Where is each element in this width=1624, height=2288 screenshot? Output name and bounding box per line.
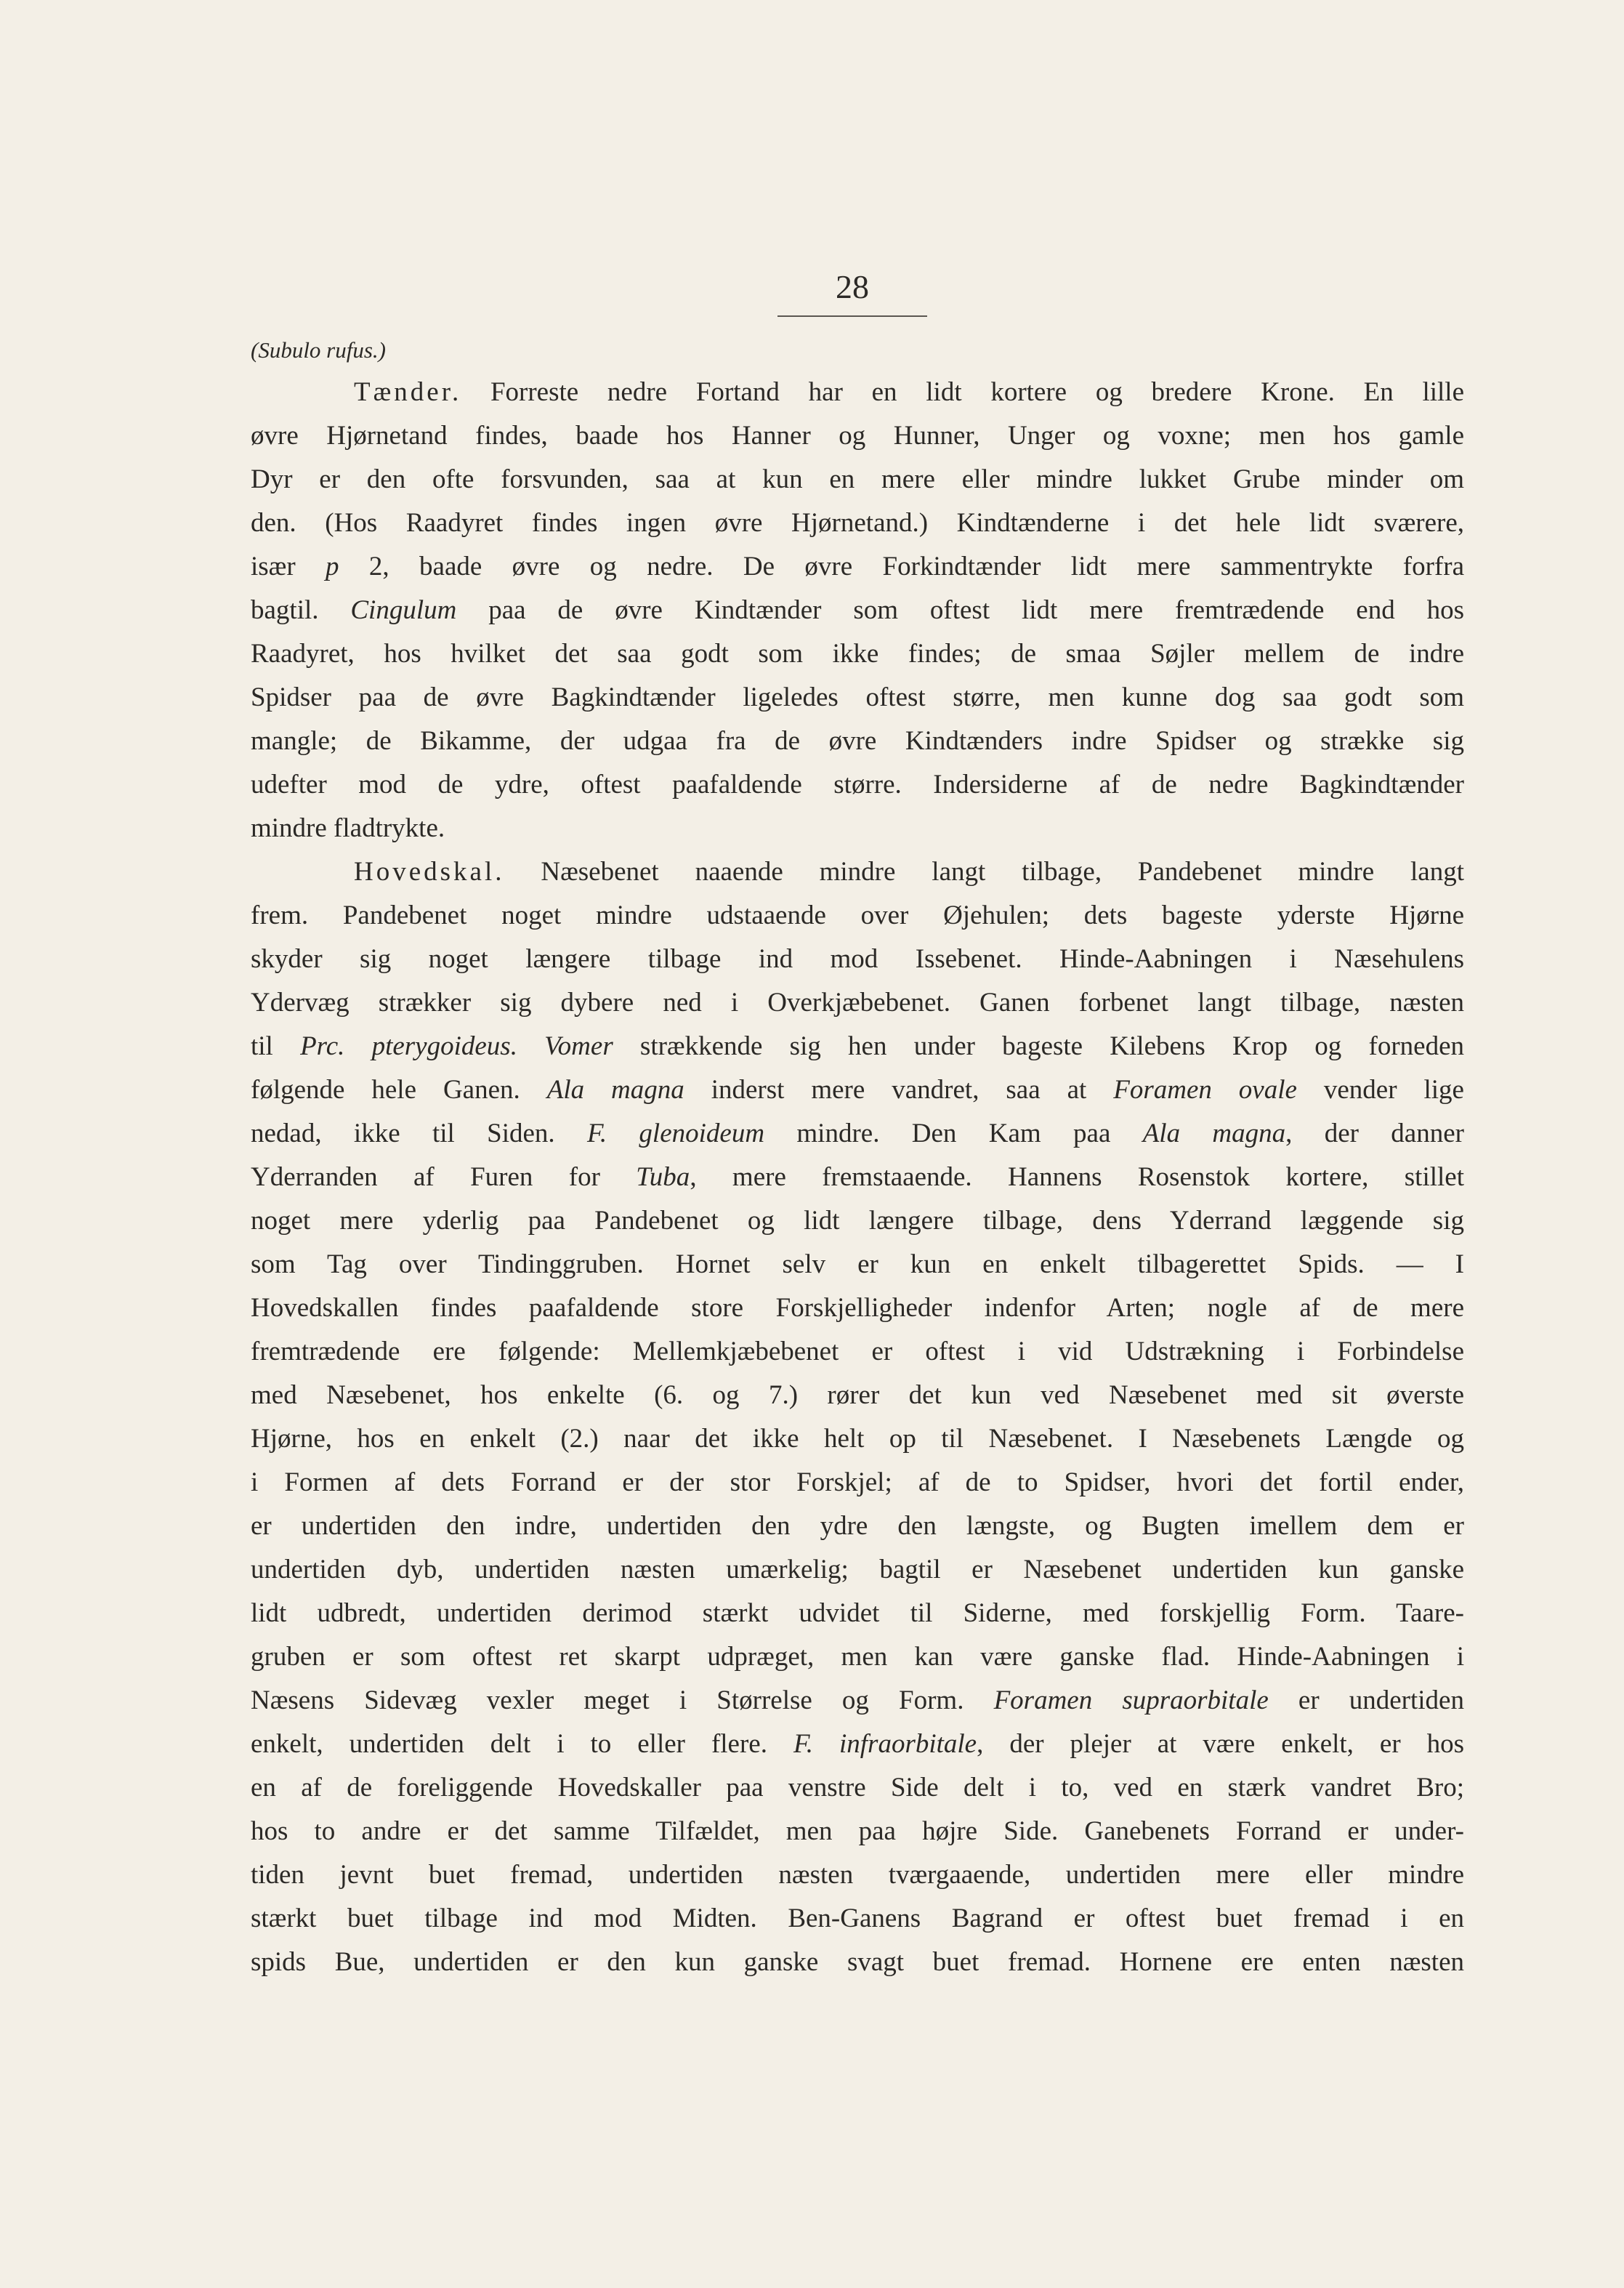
text-line: den. (Hos Raadyret findes ingen øvre Hjørnetand.) Kindtænderne i det hele lidt sværere, — [251, 508, 1464, 538]
text-line: er undertiden den indre, undertiden den ydre den længste, og Bugten imellem dem er — [251, 1511, 1464, 1541]
text-line: Hovedskal. Næsebenet naaende mindre langt tilbage, Pandebenet mindre langt — [354, 857, 1464, 887]
text-line: Yderranden af Furen for Tuba, mere fremstaaende. Hannens Rosenstok kortere, stillet — [251, 1162, 1464, 1192]
text-line: fremtrædende ere følgende: Mellemkjæbebenet er oftest i vid Udstrækning i Forbindelse — [251, 1337, 1464, 1366]
text-line: lidt udbredt, undertiden derimod stærkt udvidet til Siderne, med forskjellig Form. Taare- — [251, 1598, 1464, 1628]
text-line: Hovedskallen findes paafaldende store Forskjelligheder indenfor Arten; nogle af de mere — [251, 1293, 1464, 1323]
text-line: undertiden dyb, undertiden næsten umærkelig; bagtil er Næsebenet undertiden kun ganske — [251, 1555, 1464, 1584]
text-line: til Prc. pterygoideus. Vomer strækkende sig hen under bageste Kilebens Krop og forneden — [251, 1031, 1464, 1061]
text-line: udefter mod de ydre, oftest paafaldende større. Indersiderne af de nedre Bagkindtænder — [251, 770, 1464, 799]
text-line: med Næsebenet, hos enkelte (6. og 7.) rører det kun ved Næsebenet med sit øverste — [251, 1380, 1464, 1410]
text-line: øvre Hjørnetand findes, baade hos Hanner og Hunner, Unger og voxne; men hos gamle — [251, 421, 1464, 451]
section-heading-hovedskal: Hovedskal. — [354, 857, 505, 887]
text-line: Næsens Sidevæg vexler meget i Størrelse og Form. Foramen supraorbitale er undertiden — [251, 1685, 1464, 1715]
text-line: Ydervæg strækker sig dybere ned i Overkjæbebenet. Ganen forbenet langt tilbage, næsten — [251, 988, 1464, 1018]
text-line: stærkt buet tilbage ind mod Midten. Ben-Ganens Bagrand er oftest buet fremad i en — [251, 1904, 1464, 1933]
text-line: skyder sig noget længere tilbage ind mod Issebenet. Hinde-Aabningen i Næsehulens — [251, 944, 1464, 974]
text-line: tiden jevnt buet fremad, undertiden næsten tværgaaende, undertiden mere eller mindre — [251, 1860, 1464, 1890]
text-line: gruben er som oftest ret skarpt udpræget, men kan være ganske flad. Hinde-Aabningen i — [251, 1642, 1464, 1672]
text-line: i Formen af dets Forrand er der stor Forskjel; af de to Spidser, hvori det fortil ender, — [251, 1467, 1464, 1497]
text-line: Spidser paa de øvre Bagkindtænder ligeledes oftest større, men kunne dog saa godt som — [251, 682, 1464, 712]
page-number: 28 — [836, 268, 869, 305]
running-head: (Subulo rufus.) — [251, 337, 386, 363]
text-line: noget mere yderlig paa Pandebenet og lidt længere tilbage, dens Yderrand læggende sig — [251, 1206, 1464, 1236]
text-line: hos to andre er det samme Tilfældet, men paa højre Side. Ganebenets Forrand er under- — [251, 1816, 1464, 1846]
text-line: frem. Pandebenet noget mindre udstaaende over Øjehulen; dets bageste yderste Hjørne — [251, 901, 1464, 930]
text-line: som Tag over Tindinggruben. Hornet selv er kun en enkelt tilbagerettet Spids. — I — [251, 1249, 1464, 1279]
text-line: Raadyret, hos hvilket det saa godt som ikke findes; de smaa Søjler mellem de indre — [251, 639, 1464, 669]
text-line: nedad, ikke til Siden. F. glenoideum mindre. Den Kam paa Ala magna, der danner — [251, 1119, 1464, 1148]
text-line: mindre fladtrykte. — [251, 813, 445, 843]
text-line: følgende hele Ganen. Ala magna inderst mere vandret, saa at Foramen ovale vender lige — [251, 1075, 1464, 1105]
page-number-rule — [777, 315, 927, 317]
text-line: spids Bue, undertiden er den kun ganske svagt buet fremad. Hornene ere enten næsten — [251, 1947, 1464, 1977]
text-line: bagtil. Cingulum paa de øvre Kindtænder som oftest lidt mere fremtrædende end hos — [251, 595, 1464, 625]
text-line: Tænder. Forreste nedre Fortand har en lidt kortere og bredere Krone. En lille — [354, 377, 1464, 407]
text-line: Hjørne, hos en enkelt (2.) naar det ikke helt op til Næsebenet. I Næsebenets Længde og — [251, 1424, 1464, 1454]
text-line: Dyr er den ofte forsvunden, saa at kun en mere eller mindre lukket Grube minder om — [251, 464, 1464, 494]
text-line: mangle; de Bikamme, der udgaa fra de øvre Kindtænders indre Spidser og strække sig — [251, 726, 1464, 756]
text-line: især p 2, baade øvre og nedre. De øvre Forkindtænder lidt mere sammentrykte forfra — [251, 552, 1464, 581]
text-line: en af de foreliggende Hovedskaller paa venstre Side delt i to, ved en stærk vandret Bro; — [251, 1773, 1464, 1802]
text-line: enkelt, undertiden delt i to eller flere. F. infraorbitale, der plejer at være enkelt, er hos — [251, 1729, 1465, 1759]
section-heading-taender: Tænder. — [354, 377, 462, 407]
body-text — [251, 371, 1464, 1984]
